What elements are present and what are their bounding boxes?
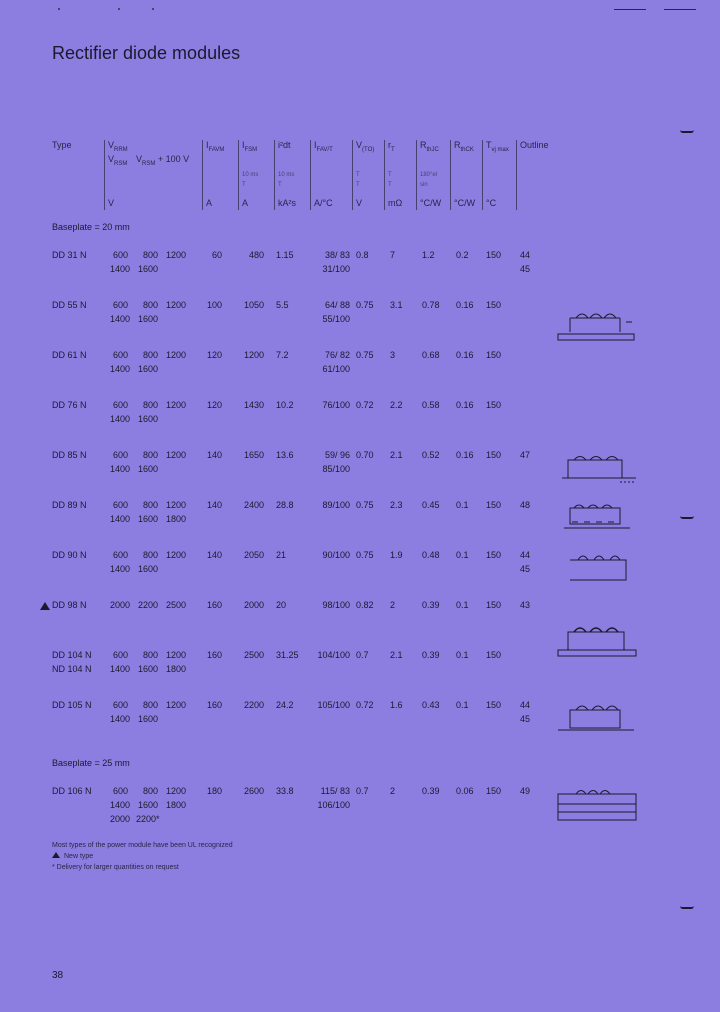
voltage-value: 800 <box>142 786 158 796</box>
voltage-value: 2000 <box>110 600 131 610</box>
voltage-value: 800 <box>142 350 158 360</box>
voltage-value: 800 <box>142 700 158 710</box>
header-rthjc: $R_{thJC}$ <box>420 140 439 153</box>
unit-c: °C <box>486 198 497 208</box>
column-divider <box>238 140 239 210</box>
rthjc-value: 0.48 <box>422 550 440 560</box>
header-sub-rthjc-2: sin <box>420 182 428 188</box>
unit-kw1: °C/W <box>420 198 442 208</box>
type-name: DD 98 N <box>52 600 87 610</box>
header-rthck: $R_{thCK}$ <box>454 140 474 153</box>
voltage-value: 1200 <box>165 400 186 410</box>
ifav-value: 60 <box>211 250 222 260</box>
voltage-value: 1400 <box>110 664 131 674</box>
ifsm-value: 2600 <box>243 786 264 796</box>
page-number: 38 <box>52 970 64 981</box>
rthck-value: 0.1 <box>456 500 469 510</box>
ifav-tc-value: 76/100 <box>322 400 350 410</box>
vto-value: 0.7 <box>356 786 369 796</box>
edge-mark <box>680 906 694 909</box>
column-divider <box>450 140 451 210</box>
type-name: DD 89 N <box>52 500 87 510</box>
column-divider <box>274 140 275 210</box>
voltage-value: 1800 <box>165 514 186 524</box>
header-sub-rt: T <box>388 172 392 178</box>
voltage-value: 800 <box>142 400 158 410</box>
voltage-value: 800 <box>142 650 158 660</box>
voltage-value: 1600 <box>137 564 158 574</box>
ifsm-value: 480 <box>248 250 264 260</box>
type-name: DD 104 N <box>52 650 92 660</box>
column-divider <box>482 140 483 210</box>
outline-number: 45 <box>520 714 531 724</box>
outline-drawing <box>558 500 636 534</box>
header-rt: $r_T$ <box>388 140 395 153</box>
rthck-value: 0.2 <box>456 250 469 260</box>
voltage-value: 1400 <box>110 464 131 474</box>
ifsm-value: 2400 <box>243 500 264 510</box>
ifsm-value: 2200 <box>243 700 264 710</box>
type-name: DD 55 N <box>52 300 87 310</box>
new-type-triangle-icon <box>52 852 60 858</box>
type-name: DD 90 N <box>52 550 87 560</box>
ifav-value: 120 <box>206 350 222 360</box>
vto-value: 0.7 <box>356 650 369 660</box>
column-divider <box>516 140 517 210</box>
rt-value: 7 <box>390 250 396 260</box>
rthck-value: 0.16 <box>456 350 474 360</box>
rt-value: 1.9 <box>390 550 403 560</box>
header-ifav-tc: $I_{FAV/T}$ <box>314 140 333 153</box>
table-row <box>0 400 720 448</box>
outline-drawing <box>556 784 638 824</box>
ifav-tc-value: 55/100 <box>322 314 350 324</box>
header-type: Type <box>52 140 72 150</box>
header-tvj: $T_{vj max}$ <box>486 140 509 153</box>
voltage-value: 1600 <box>137 714 158 724</box>
unit-ka2s: kA²s <box>278 198 296 208</box>
ifav-tc-value: 104/100 <box>317 650 350 660</box>
outline-number: 45 <box>520 564 531 574</box>
voltage-value: 1600 <box>137 314 158 324</box>
voltage-value: 1400 <box>110 414 131 424</box>
i2t-value: 31.25 <box>276 650 299 660</box>
voltage-value: 800 <box>142 450 158 460</box>
vto-value: 0.8 <box>356 250 369 260</box>
rthck-value: 0.1 <box>456 700 469 710</box>
header-ifav: $I_{FAVM}$ <box>206 140 225 153</box>
ifav-value: 140 <box>206 450 222 460</box>
ifav-tc-value: 90/100 <box>322 550 350 560</box>
page-title: Rectifier diode modules <box>52 43 241 63</box>
ifav-value: 160 <box>206 650 222 660</box>
outline-number: 44 <box>520 250 531 260</box>
ifsm-value: 2050 <box>243 550 264 560</box>
header-sub-i2t-2: T <box>278 182 282 188</box>
rthjc-value: 0.45 <box>422 500 440 510</box>
outline-number: 43 <box>520 600 531 610</box>
rt-value: 2 <box>390 786 396 796</box>
ifav-value: 140 <box>206 500 222 510</box>
ifav-tc-value: 76/ 82 <box>324 350 350 360</box>
ifav-value: 140 <box>206 550 222 560</box>
voltage-value: 1400 <box>110 564 131 574</box>
rthck-value: 0.1 <box>456 600 469 610</box>
header-vto: $V_{(TO)}$ <box>356 140 375 153</box>
tvj-value: 150 <box>486 250 502 260</box>
voltage-value: 600 <box>112 700 128 710</box>
header-vrsm-2: $V_{RSM} + 100$ V <box>136 154 190 167</box>
voltage-value: 600 <box>112 550 128 560</box>
header-outline: Outline <box>520 140 549 150</box>
ifav-value: 180 <box>206 786 222 796</box>
rt-value: 2.3 <box>390 500 403 510</box>
voltage-value: 2500 <box>165 600 186 610</box>
ifsm-value: 2500 <box>243 650 264 660</box>
i2t-value: 10.2 <box>276 400 294 410</box>
header-sub-i2t: 10 ms <box>278 172 295 178</box>
outline-number: 44 <box>520 550 531 560</box>
rthck-value: 0.16 <box>456 400 474 410</box>
vto-value: 0.72 <box>356 400 374 410</box>
type-name: DD 85 N <box>52 450 87 460</box>
vto-value: 0.75 <box>356 500 374 510</box>
i2t-value: 21 <box>276 550 287 560</box>
header-ifsm: $I_{FSM}$ <box>242 140 258 153</box>
header-sub-vto: T <box>356 172 360 178</box>
voltage-value: 1200 <box>165 350 186 360</box>
rthjc-value: 1.2 <box>422 250 435 260</box>
type-name: DD 76 N <box>52 400 87 410</box>
rthjc-value: 0.68 <box>422 350 440 360</box>
rthck-value: 0.16 <box>456 300 474 310</box>
rt-value: 1.6 <box>390 700 403 710</box>
table-row <box>0 250 720 298</box>
voltage-value: 1600 <box>137 514 158 524</box>
ifav-value: 160 <box>206 600 222 610</box>
rthck-value: 0.1 <box>456 550 469 560</box>
ifav-tc-value: 89/100 <box>322 500 350 510</box>
type-name: DD 61 N <box>52 350 87 360</box>
rthjc-value: 0.58 <box>422 400 440 410</box>
ifsm-value: 2000 <box>243 600 264 610</box>
column-divider <box>310 140 311 210</box>
unit-v: V <box>108 198 115 208</box>
i2t-value: 7.2 <box>276 350 289 360</box>
voltage-value: 1400 <box>110 264 131 274</box>
voltage-value: 600 <box>112 500 128 510</box>
voltage-value: 1200 <box>165 786 186 796</box>
voltage-value: 1400 <box>110 314 131 324</box>
note-new-type: New type <box>52 851 233 862</box>
rthjc-value: 0.43 <box>422 700 440 710</box>
voltage-value: 1600 <box>137 364 158 374</box>
i2t-value: 28.8 <box>276 500 294 510</box>
top-registration-marks <box>0 8 720 12</box>
vto-value: 0.72 <box>356 700 374 710</box>
header-sub-vto-2: T <box>356 182 360 188</box>
outline-number: 49 <box>520 786 531 796</box>
footnotes <box>52 840 233 873</box>
outline-number: 47 <box>520 450 531 460</box>
voltage-value: 2200 <box>137 600 158 610</box>
vto-value: 0.75 <box>356 300 374 310</box>
tvj-value: 150 <box>486 300 502 310</box>
tvj-value: 150 <box>486 700 502 710</box>
voltage-value: 1400 <box>110 364 131 374</box>
unit-a2: A <box>242 198 249 208</box>
rthjc-value: 0.78 <box>422 300 440 310</box>
header-sub-rthjc: 180°el <box>420 172 438 178</box>
voltage-value: 1800 <box>165 664 186 674</box>
voltage-value: 800 <box>142 250 158 260</box>
ifav-tc-value: 105/100 <box>317 700 350 710</box>
voltage-value: 1600 <box>137 464 158 474</box>
voltage-value: 600 <box>112 300 128 310</box>
section-baseplate-20: Baseplate = 20 mm <box>52 222 130 232</box>
outline-number: 48 <box>520 500 531 510</box>
rthjc-value: 0.52 <box>422 450 440 460</box>
voltage-value: 1400 <box>110 800 131 810</box>
vto-value: 0.75 <box>356 550 374 560</box>
voltage-value: 1600 <box>137 800 158 810</box>
voltage-value: 800 <box>142 550 158 560</box>
tvj-value: 150 <box>486 600 502 610</box>
column-divider <box>416 140 417 210</box>
rt-value: 2.1 <box>390 650 403 660</box>
voltage-value: 1200 <box>165 650 186 660</box>
voltage-value: 800 <box>142 500 158 510</box>
rt-value: 2.1 <box>390 450 403 460</box>
column-divider <box>104 140 105 210</box>
type-name-alt: ND 104 N <box>52 664 92 674</box>
unit-mohm: mΩ <box>388 198 403 208</box>
voltage-value: 1200 <box>165 700 186 710</box>
column-divider <box>352 140 353 210</box>
ifav-tc-value: 38/ 83 <box>324 250 350 260</box>
section-baseplate-25: Baseplate = 25 mm <box>52 758 130 768</box>
unit-a-c: A/°C <box>314 198 333 208</box>
vto-value: 0.82 <box>356 600 374 610</box>
rthjc-value: 0.39 <box>422 600 440 610</box>
edge-mark <box>680 130 694 133</box>
voltage-value: 1200 <box>165 300 186 310</box>
i2t-value: 1.15 <box>276 250 294 260</box>
ifsm-value: 1050 <box>243 300 264 310</box>
rt-value: 2.2 <box>390 400 403 410</box>
voltage-value: 600 <box>112 450 128 460</box>
outline-drawing <box>556 308 636 346</box>
voltage-value: 1400 <box>110 514 131 524</box>
table-row <box>0 350 720 398</box>
column-divider <box>202 140 203 210</box>
outline-drawing <box>560 550 640 586</box>
i2t-value: 24.2 <box>276 700 294 710</box>
unit-a1: A <box>206 198 213 208</box>
ifsm-value: 1200 <box>243 350 264 360</box>
voltage-value: 1800 <box>165 800 186 810</box>
ifav-value: 160 <box>206 700 222 710</box>
header-sub-rt-2: T <box>388 182 392 188</box>
voltage-value: 1600 <box>137 414 158 424</box>
edge-mark <box>680 516 694 519</box>
rthjc-value: 0.39 <box>422 650 440 660</box>
voltage-value: 2000 <box>110 814 131 824</box>
tvj-value: 150 <box>486 350 502 360</box>
outline-drawing <box>556 700 636 736</box>
voltage-value: 600 <box>112 400 128 410</box>
ifav-value: 120 <box>206 400 222 410</box>
column-divider <box>384 140 385 210</box>
voltage-value: 1200 <box>165 500 186 510</box>
voltage-value: 1600 <box>137 664 158 674</box>
tvj-value: 150 <box>486 500 502 510</box>
ifav-value: 100 <box>206 300 222 310</box>
header-sub-ifsm: 10 ms <box>242 172 259 178</box>
outline-number: 45 <box>520 264 531 274</box>
rthjc-value: 0.39 <box>422 786 440 796</box>
outline-number: 44 <box>520 700 531 710</box>
i2t-value: 33.8 <box>276 786 294 796</box>
voltage-value: 600 <box>112 250 128 260</box>
vto-value: 0.70 <box>356 450 374 460</box>
unit-kw2: °C/W <box>454 198 476 208</box>
header-i2t: i²dt <box>278 140 291 150</box>
rthck-value: 0.06 <box>456 786 474 796</box>
type-name: DD 31 N <box>52 250 87 260</box>
ifav-tc-value: 85/100 <box>322 464 350 474</box>
tvj-value: 150 <box>486 450 502 460</box>
ifsm-value: 1650 <box>243 450 264 460</box>
tvj-value: 150 <box>486 400 502 410</box>
note-ul: Most types of the power module have been UL recognized <box>52 842 233 849</box>
i2t-value: 20 <box>276 600 287 610</box>
voltage-value: 800 <box>142 300 158 310</box>
ifav-tc-value: 64/ 88 <box>324 300 350 310</box>
rt-value: 3 <box>390 350 396 360</box>
rt-value: 3.1 <box>390 300 403 310</box>
header-sub-ifsm-2: T <box>242 182 246 188</box>
ifsm-value: 1430 <box>243 400 264 410</box>
outline-drawing <box>556 624 638 660</box>
voltage-value: 1200 <box>165 450 186 460</box>
tvj-value: 150 <box>486 650 502 660</box>
ifav-tc-value: 31/100 <box>322 264 350 274</box>
voltage-value: 1200 <box>165 550 186 560</box>
ifav-tc-value: 106/100 <box>317 800 350 810</box>
outline-drawing <box>560 452 638 486</box>
ifav-tc-value: 115/ 83 <box>320 786 350 796</box>
tvj-value: 150 <box>486 786 502 796</box>
type-name: DD 106 N <box>52 786 92 796</box>
rt-value: 2 <box>390 600 396 610</box>
i2t-value: 5.5 <box>276 300 289 310</box>
voltage-value: 1600 <box>137 264 158 274</box>
ifav-tc-value: 61/100 <box>322 364 350 374</box>
header-vrsm: $V_{RSM}$ <box>108 154 128 167</box>
ifav-tc-value: 59/ 96 <box>324 450 350 460</box>
voltage-value: 1400 <box>110 714 131 724</box>
vto-value: 0.75 <box>356 350 374 360</box>
ifav-tc-value: 98/100 <box>322 600 350 610</box>
rthck-value: 0.1 <box>456 650 469 660</box>
voltage-value: 2200* <box>136 814 160 824</box>
type-name: DD 105 N <box>52 700 92 710</box>
voltage-value: 1200 <box>165 250 186 260</box>
voltage-value: 600 <box>112 350 128 360</box>
i2t-value: 13.6 <box>276 450 294 460</box>
rthck-value: 0.16 <box>456 450 474 460</box>
unit-v2: V <box>356 198 363 208</box>
voltage-value: 600 <box>112 786 128 796</box>
new-type-triangle-icon <box>40 602 50 610</box>
voltage-value: 600 <box>112 650 128 660</box>
header-vrrm: $V_{RRM}$ <box>108 140 128 153</box>
tvj-value: 150 <box>486 550 502 560</box>
note-delivery: * Delivery for larger quantities on request <box>52 864 179 871</box>
